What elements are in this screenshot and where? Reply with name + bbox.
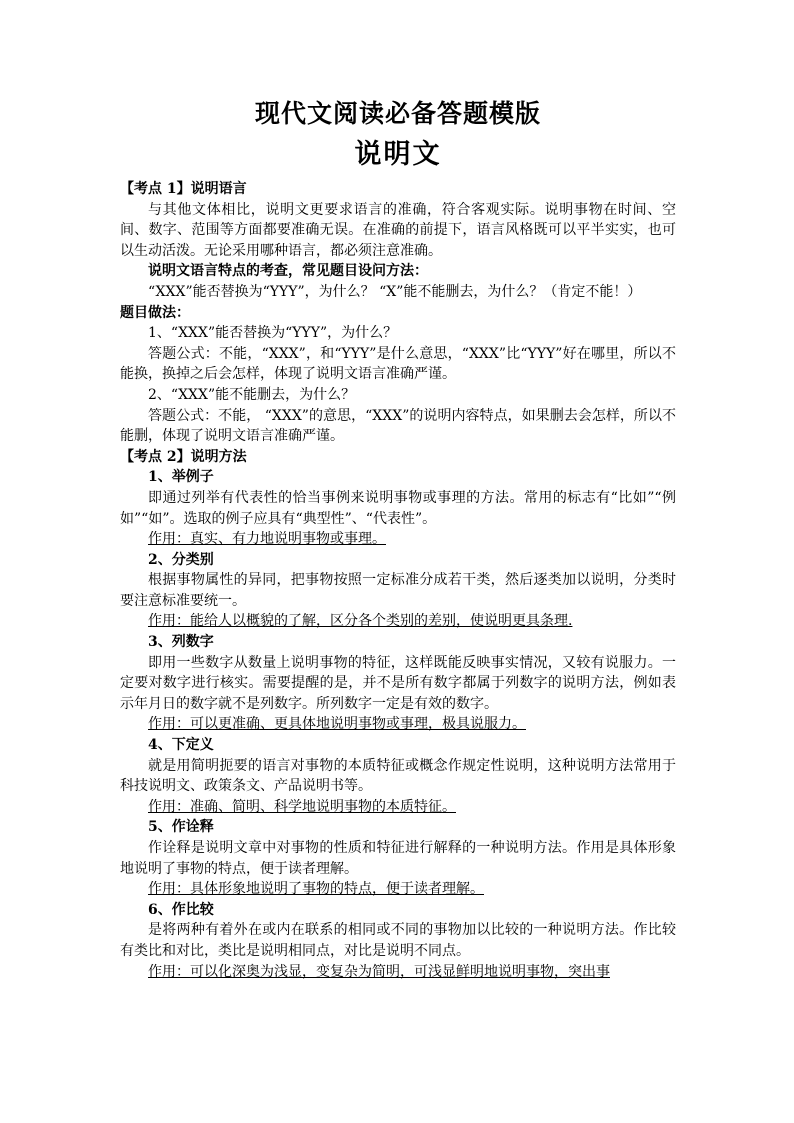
answer-1: 答题公式：不能，“XXX”，和“YYY”是什么意思，“XXX”比“YYY”好在哪里，所以不能换，换掉之后会怎样，体现了说明文语言准确严谨。 [120, 345, 676, 383]
method-heading: 题目做法： [120, 304, 190, 321]
method-effect: 作用：准确、简明、科学地说明事物的本质特征。 [148, 798, 456, 815]
method-effect: 作用：能给人以概貌的了解，区分各个类别的差别，使说明更具条理. [148, 613, 573, 630]
answer-2: 答题公式：不能， “XXX”的意思，“XXX”的说明内容特点，如果删去会怎样，所以不能删，体现了说明文语言准确严谨。 [120, 407, 676, 445]
method-description: 是将两种有着外在或内在联系的相同或不同的事物加以比较的一种说明方法。作比较有类比和对比，类比是说明相同点，对比是说明不同点。 [120, 922, 676, 959]
section2-heading: 【考点 2】说明方法 [120, 448, 247, 465]
question-1: 1、“XXX”能否替换为“YYY”，为什么？ [148, 325, 398, 342]
method-name: 6、作比较 [148, 901, 214, 918]
method-description: 即通过列举有代表性的恰当事例来说明事物或事理的方法。常用的标志有“比如”“例如”“如”。选取的例子应具有“典型性”、“代表性”。 [120, 489, 676, 527]
method-name: 5、作诠释 [148, 819, 214, 836]
method-description: 根据事物属性的异同，把事物按照一定标准分成若干类，然后逐类加以说明，分类时要注意标准要统一。 [120, 572, 676, 609]
method-effect: 作用：具体形象地说明了事物的特点，便于读者理解。 [148, 881, 484, 898]
method-description: 即用一些数字从数量上说明事物的特征，这样既能反映事实情况，又较有说服力。一定要对数字进行核实。需要提醒的是，并不是所有数字都属于列数字的说明方法，例如表示年月日的数字就不是列数字。所列数字一定是有效的数字。 [120, 654, 676, 712]
method-effect: 作用：可以化深奥为浅显，变复杂为简明，可浅显鲜明地说明事物，突出事 [148, 963, 610, 980]
question-2: 2、“XXX”能不能删去，为什么？ [148, 386, 356, 403]
question-text: “XXX”能否替换为“YYY”，为什么？ “X”能不能删去，为什么？（肯定不能！） [148, 283, 642, 300]
method-effect: 作用：可以更准确、更具体地说明事物或事理，极具说服力。 [148, 716, 526, 733]
document-subtitle: 说明文 [354, 139, 442, 170]
method-effect: 作用：真实、有力地说明事物或事理。 [148, 531, 386, 548]
question-heading: 说明文语言特点的考查，常见题目设问方法： [148, 263, 428, 280]
method-name: 1、举例子 [148, 469, 214, 486]
method-description: 就是用简明扼要的语言对事物的本质特征或概念作规定性说明，这种说明方法常用于科技说明文、政策条文、产品说明书等。 [120, 757, 676, 795]
document-page [120, 95, 676, 982]
method-name: 2、分类别 [148, 551, 214, 568]
method-description: 作诠释是说明文章中对事物的性质和特征进行解释的一种说明方法。作用是具体形象地说明了事物的特点，便于读者理解。 [120, 840, 676, 877]
method-name: 4、下定义 [148, 737, 214, 754]
section1-intro: 与其他文体相比，说明文更要求语言的准确，符合客观实际。说明事物在时间、空间、数字、范围等方面都要准确无误。在准确的前提下，语言风格既可以平半实实，也可以生动活泼。无论采用哪种语言，都必须注意准确。 [120, 201, 676, 259]
method-list [120, 467, 676, 982]
section1-heading: 【考点 1】说明语言 [120, 181, 247, 197]
document-title: 现代文阅读必备答题模版 [254, 99, 541, 128]
method-name: 3、列数字 [148, 634, 214, 651]
